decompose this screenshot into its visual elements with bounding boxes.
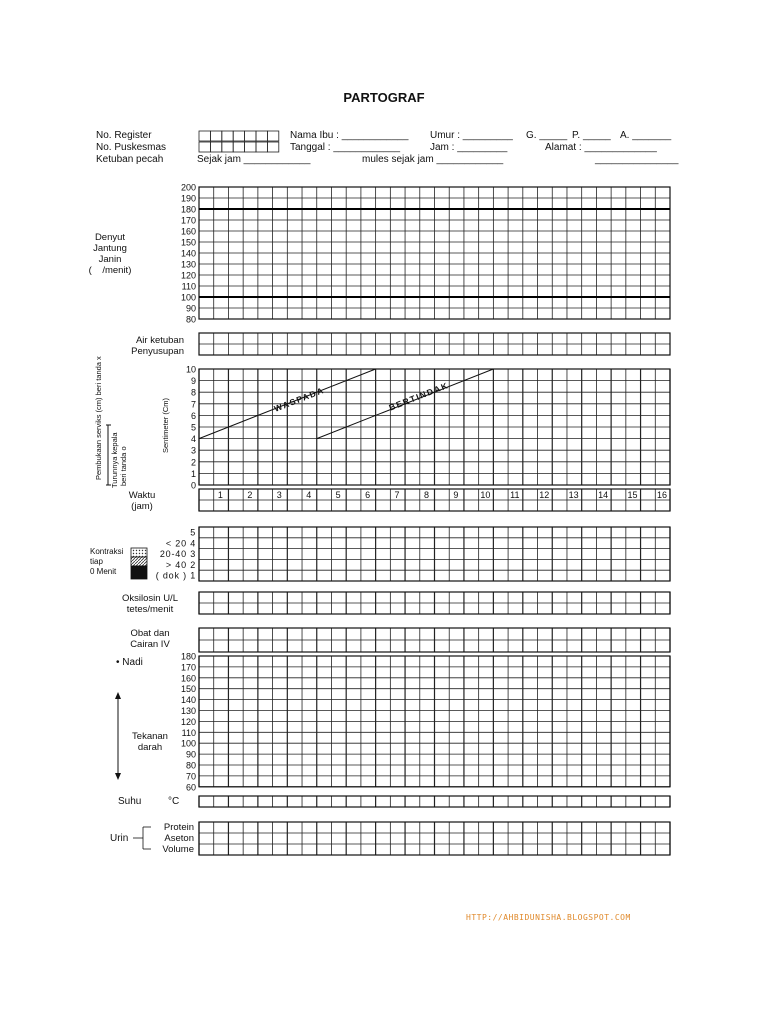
register-box xyxy=(267,142,278,152)
bp-tick-label: 120 xyxy=(180,716,196,727)
bp-tick-label: 180 xyxy=(180,651,196,662)
legend-solid-box xyxy=(131,566,147,579)
g-field[interactable]: G. _____ xyxy=(526,130,568,141)
djj-tick-label: 110 xyxy=(181,281,196,292)
bp-tick-label: 60 xyxy=(185,782,196,793)
cervix-tick-label: 4 xyxy=(190,434,196,445)
djj-tick-label: 150 xyxy=(180,237,196,248)
register-box xyxy=(233,131,244,141)
hour-label: 4 xyxy=(306,490,312,500)
waktu-label: Waktu (jam) xyxy=(128,490,156,512)
register-box xyxy=(222,131,233,141)
djj-tick-label: 80 xyxy=(185,314,196,325)
djj-tick-label: 100 xyxy=(180,292,196,303)
register-box xyxy=(233,142,244,152)
no-puskesmas-label: No. Puskesmas xyxy=(96,142,167,153)
register-box xyxy=(222,142,233,152)
hour-label: 11 xyxy=(510,490,520,500)
cervix-tick-label: 2 xyxy=(190,457,196,468)
page-title: PARTOGRAF xyxy=(343,90,425,105)
sejak-jam-field[interactable]: Sejak jam ____________ xyxy=(197,154,311,165)
cervix-tick-label: 10 xyxy=(185,364,196,375)
hour-label: 8 xyxy=(423,490,430,500)
hour-label: 5 xyxy=(335,490,341,500)
djj-tick-label: 90 xyxy=(185,303,196,314)
alamat-field[interactable]: Alamat : _____________ xyxy=(545,142,657,153)
turunnya-kepala-label: Turunnya kepala xyxy=(110,432,119,488)
alamat-line-2[interactable]: _______________ xyxy=(595,154,679,165)
register-box xyxy=(210,131,221,141)
bp-tick-label: 110 xyxy=(181,727,196,738)
bp-tick-label: 100 xyxy=(180,738,196,749)
waspada-label: WASPADA xyxy=(272,384,326,414)
hour-label: 1 xyxy=(217,490,223,500)
air-ketuban-label: Air ketuban xyxy=(135,335,184,346)
bp-arrow-head-down xyxy=(115,773,121,780)
hour-label: 14 xyxy=(598,490,609,500)
bp-tick-label: 80 xyxy=(185,760,196,771)
suhu-grid xyxy=(199,796,670,807)
register-box xyxy=(256,131,267,141)
cervix-tick-label: 7 xyxy=(190,399,196,410)
kontraksi-row-label: < 20 4 xyxy=(165,538,196,549)
sentimeter-label: Sentimeter (Cm) xyxy=(161,397,170,453)
urin-grid xyxy=(199,822,670,855)
hour-label: 10 xyxy=(480,490,491,500)
no-register-label: No. Register xyxy=(96,130,152,141)
bp-tick-label: 70 xyxy=(185,771,196,782)
urin-label: Urin xyxy=(110,833,129,844)
kontraksi-row-label: 5 xyxy=(190,527,196,538)
djj-tick-label: 140 xyxy=(180,248,196,259)
kontraksi-row-label: > 40 2 xyxy=(165,559,196,570)
bp-tick-label: 150 xyxy=(180,684,196,695)
cervix-tick-label: 1 xyxy=(190,468,196,479)
obat-label: Obat dan Cairan IV xyxy=(130,628,170,650)
register-box xyxy=(245,142,256,152)
hour-label: 15 xyxy=(627,490,638,500)
legend-hatch-box xyxy=(131,557,147,566)
beri-tanda-o-label: beri tanda o xyxy=(119,446,128,486)
hour-label: 13 xyxy=(568,490,579,500)
cervix-tick-label: 6 xyxy=(190,410,196,421)
celsius-label: °C xyxy=(168,796,180,807)
bp-grid xyxy=(199,656,670,787)
cervix-tick-label: 8 xyxy=(190,387,196,398)
cervix-tick-label: 9 xyxy=(190,376,196,387)
penyusupan-label: Penyusupan xyxy=(131,346,184,357)
tanggal-field[interactable]: Tanggal : ____________ xyxy=(290,142,401,153)
djj-tick-label: 160 xyxy=(180,226,196,237)
urin-protein-label: Protein xyxy=(163,822,194,833)
hour-label: 2 xyxy=(247,490,253,500)
kontraksi-grid xyxy=(199,527,670,581)
bp-tick-label: 90 xyxy=(185,749,196,760)
legend-dots-box xyxy=(131,548,147,557)
a-field[interactable]: A. _______ xyxy=(620,130,672,141)
kontraksi-label: Kontraksi tiap 0 Menit xyxy=(90,547,124,576)
bertindak-label: BERTINDAK xyxy=(387,380,451,413)
cervix-tick-label: 3 xyxy=(190,445,196,456)
djj-tick-label: 190 xyxy=(180,193,196,204)
urin-volume-label: Volume xyxy=(162,844,194,855)
oksitosin-grid xyxy=(199,592,670,614)
nadi-label: • Nadi xyxy=(116,657,143,668)
register-box xyxy=(210,142,221,152)
djj-label: Denyut Jantung Janin ( /menit) xyxy=(88,232,132,276)
register-box xyxy=(245,131,256,141)
ketuban-pecah-label: Ketuban pecah xyxy=(96,154,164,165)
suhu-label: Suhu xyxy=(118,796,142,807)
mules-field[interactable]: mules sejak jam ____________ xyxy=(362,154,504,165)
kontraksi-row-label: 20-40 3 xyxy=(159,549,196,560)
bp-tick-label: 140 xyxy=(180,695,196,706)
urin-aseton-label: Aseton xyxy=(164,833,194,844)
bp-arrow-head-up xyxy=(115,692,121,699)
djj-tick-label: 120 xyxy=(180,270,196,281)
p-field[interactable]: P. _____ xyxy=(572,130,611,141)
register-box xyxy=(199,131,210,141)
djj-tick-label: 180 xyxy=(180,204,196,215)
obat-grid xyxy=(199,628,670,652)
bp-tick-label: 130 xyxy=(180,706,196,716)
tekanan-label: Tekanan darah xyxy=(132,731,168,753)
hour-label: 7 xyxy=(394,490,400,500)
jam-field[interactable]: Jam : _________ xyxy=(430,142,508,153)
bp-tick-label: 160 xyxy=(180,673,196,684)
pembukaan-serviks-label: Pembukaan serviks (cm) beri tanda x xyxy=(94,356,103,480)
hour-label: 16 xyxy=(656,490,668,500)
djj-tick-label: 170 xyxy=(180,215,196,226)
footer-url[interactable]: HTTP://AHBIDUNISHA.BLOGSPOT.COM xyxy=(466,913,631,922)
cervix-tick-label: 0 xyxy=(190,480,196,491)
djj-tick-label: 200 xyxy=(180,182,196,193)
cervix-tick-label: 5 xyxy=(190,422,196,433)
register-box xyxy=(267,131,278,141)
hour-label: 6 xyxy=(365,490,371,500)
hour-label: 9 xyxy=(453,490,459,500)
djj-tick-label: 130 xyxy=(180,259,196,270)
kontraksi-row-label: ( dok ) 1 xyxy=(155,570,196,581)
hour-label: 3 xyxy=(276,490,282,500)
hour-label: 12 xyxy=(539,490,550,500)
register-box xyxy=(199,142,210,152)
register-box xyxy=(256,142,267,152)
djj-grid xyxy=(199,187,670,319)
annotation-layer xyxy=(94,131,670,849)
umur-field[interactable]: Umur : _________ xyxy=(430,130,513,141)
ketuban-grid xyxy=(199,333,670,355)
grid-layer xyxy=(199,187,670,855)
nama-ibu-field[interactable]: Nama Ibu : ____________ xyxy=(290,130,409,141)
bp-tick-label: 170 xyxy=(180,662,196,673)
oksitosin-label: Oksilosin U/L tetes/menit xyxy=(122,593,178,615)
